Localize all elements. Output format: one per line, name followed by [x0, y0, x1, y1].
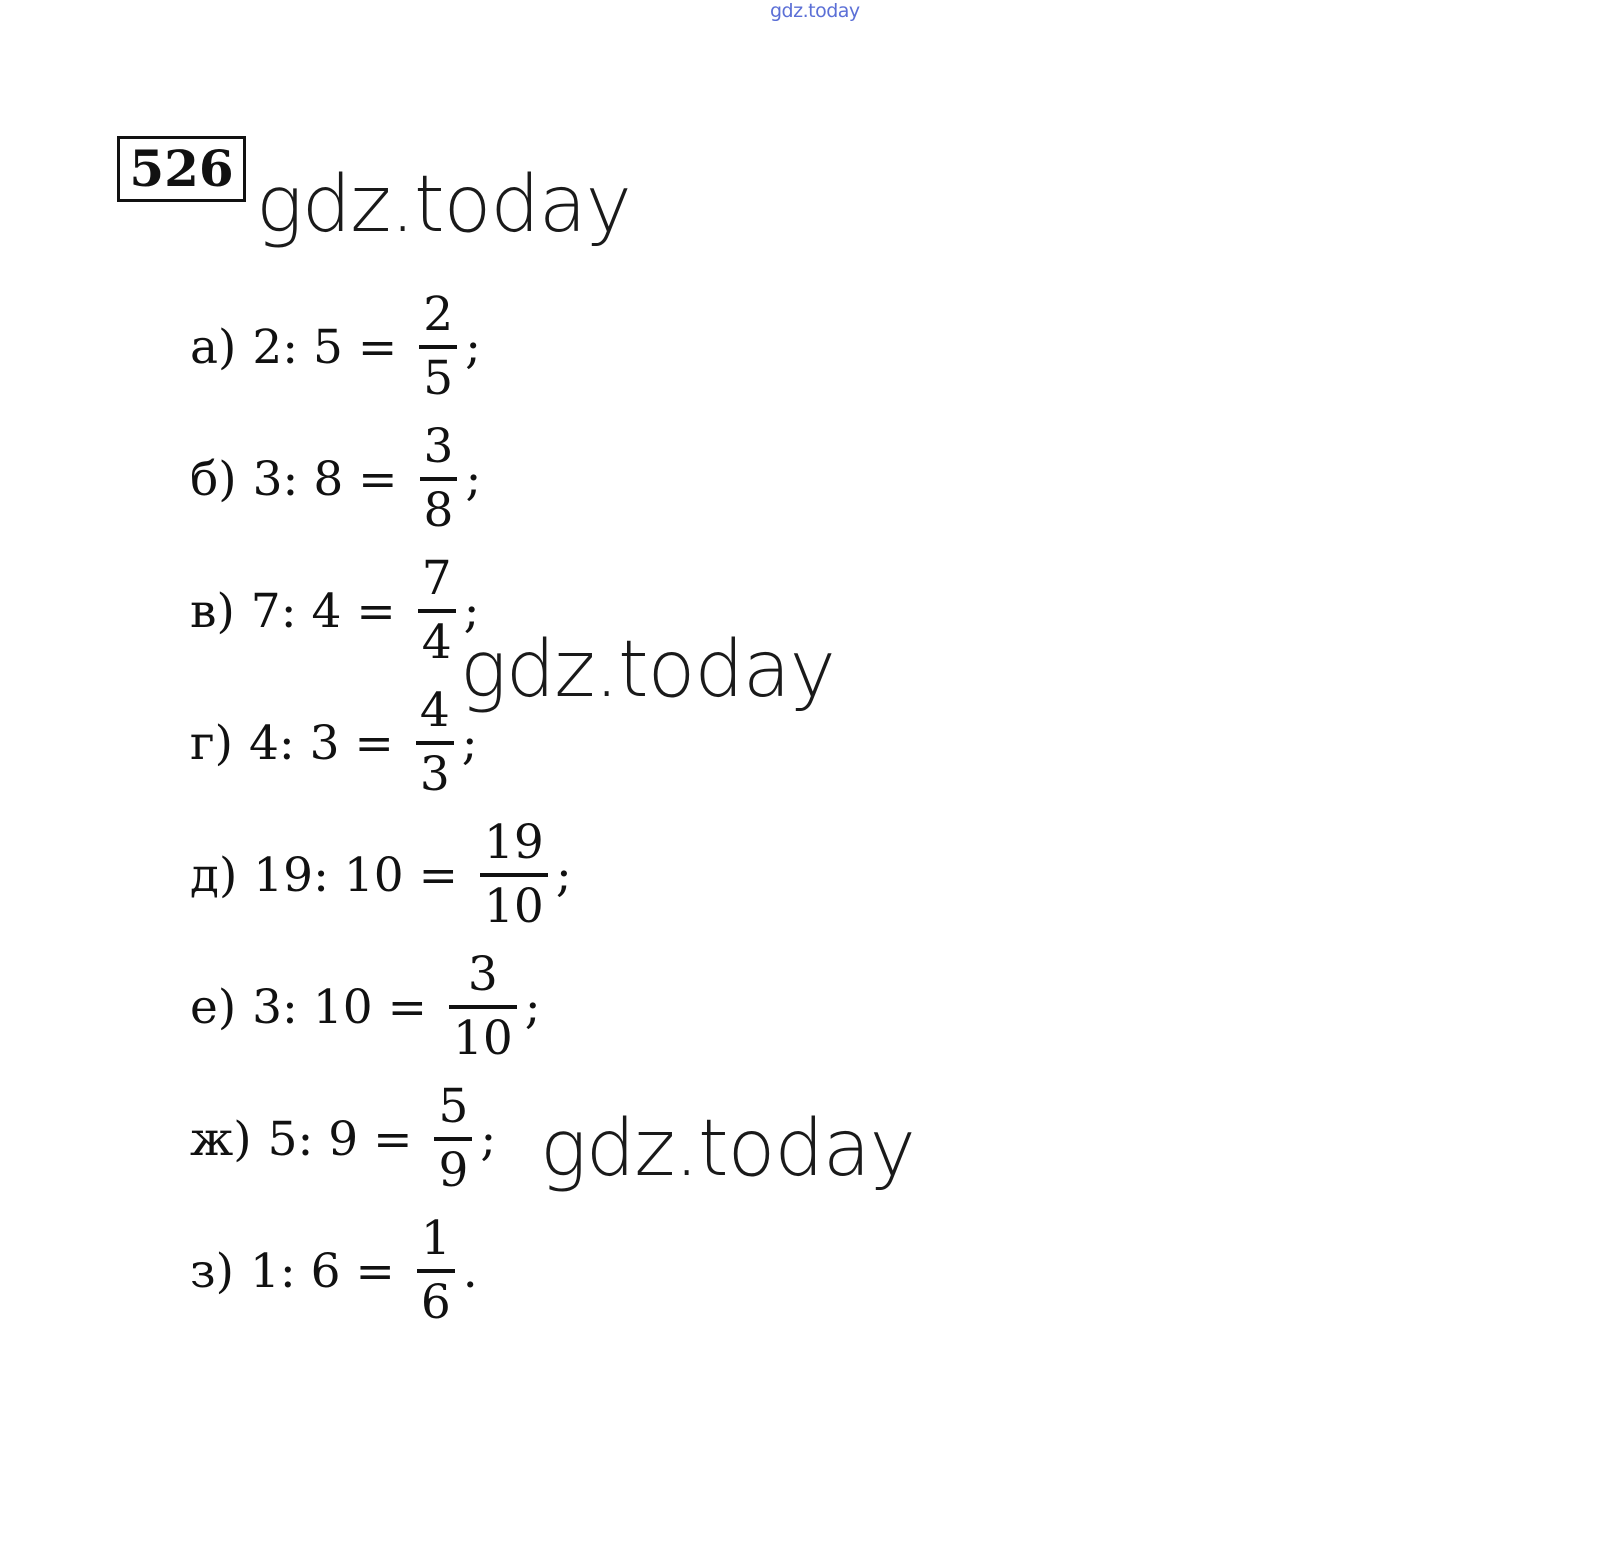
problem-expression: 4: 3 = [248, 715, 394, 771]
problem-item-v [190, 549, 479, 673]
fraction-numerator: 4 [419, 683, 450, 738]
fraction [419, 285, 457, 409]
fraction [480, 813, 548, 937]
fraction-denominator: 10 [484, 879, 544, 934]
problem-item-zh [190, 1077, 496, 1201]
watermark: gdz.today [460, 625, 835, 715]
fraction-denominator: 5 [423, 351, 454, 406]
problem-label: е) [190, 979, 237, 1035]
problem-label: б) [190, 451, 237, 507]
problem-label: г) [190, 715, 233, 771]
fraction-denominator: 8 [423, 483, 454, 538]
problem-item-d [190, 813, 572, 937]
problem-label: в) [190, 583, 235, 639]
problem-expression: 7: 4 = [250, 583, 396, 639]
fraction [420, 417, 458, 541]
problem-terminator: ; [480, 1111, 497, 1167]
fraction-denominator: 9 [438, 1143, 469, 1198]
problem-label: а) [190, 319, 237, 375]
problem-terminator: ; [463, 583, 480, 639]
fraction-numerator: 2 [423, 287, 454, 342]
fraction-numerator: 5 [438, 1079, 469, 1134]
fraction-numerator: 7 [421, 551, 452, 606]
problem-terminator: . [462, 1243, 478, 1299]
problem-expression: 2: 5 = [252, 319, 398, 375]
problem-expression: 1: 6 = [249, 1243, 395, 1299]
problem-terminator: ; [461, 715, 478, 771]
problem-label: з) [190, 1243, 234, 1299]
fraction [417, 1209, 455, 1333]
watermark: gdz.today [256, 160, 631, 250]
problem-terminator: ; [465, 319, 482, 375]
problem-expression: 19: 10 = [253, 847, 458, 903]
task-number-box: 526 [117, 136, 246, 202]
fraction-denominator: 6 [420, 1275, 451, 1330]
fraction-numerator: 1 [420, 1211, 451, 1266]
problem-terminator: ; [524, 979, 541, 1035]
problem-item-b [190, 417, 481, 541]
watermark: gdz.today [540, 1104, 915, 1194]
top-watermark: gdz.today [770, 0, 860, 22]
fraction-numerator: 3 [423, 419, 454, 474]
fraction [416, 681, 454, 805]
fraction-denominator: 4 [421, 615, 452, 670]
fraction-denominator: 3 [419, 747, 450, 802]
problem-label: д) [190, 847, 238, 903]
fraction-denominator: 10 [452, 1011, 513, 1066]
problem-item-z [190, 1209, 478, 1333]
problem-expression: 3: 8 = [252, 451, 398, 507]
fraction [434, 1077, 472, 1201]
problem-terminator: ; [555, 847, 572, 903]
fraction [418, 549, 456, 673]
problem-expression: 5: 9 = [267, 1111, 413, 1167]
fraction-numerator: 3 [467, 947, 498, 1002]
fraction [449, 945, 517, 1069]
problem-label: ж) [190, 1111, 252, 1167]
fraction-numerator: 19 [484, 815, 544, 870]
problem-expression: 3: 10 = [252, 979, 427, 1035]
problem-item-g [190, 681, 478, 805]
problem-item-e [190, 945, 541, 1069]
problem-terminator: ; [465, 451, 482, 507]
problem-item-a [190, 285, 481, 409]
